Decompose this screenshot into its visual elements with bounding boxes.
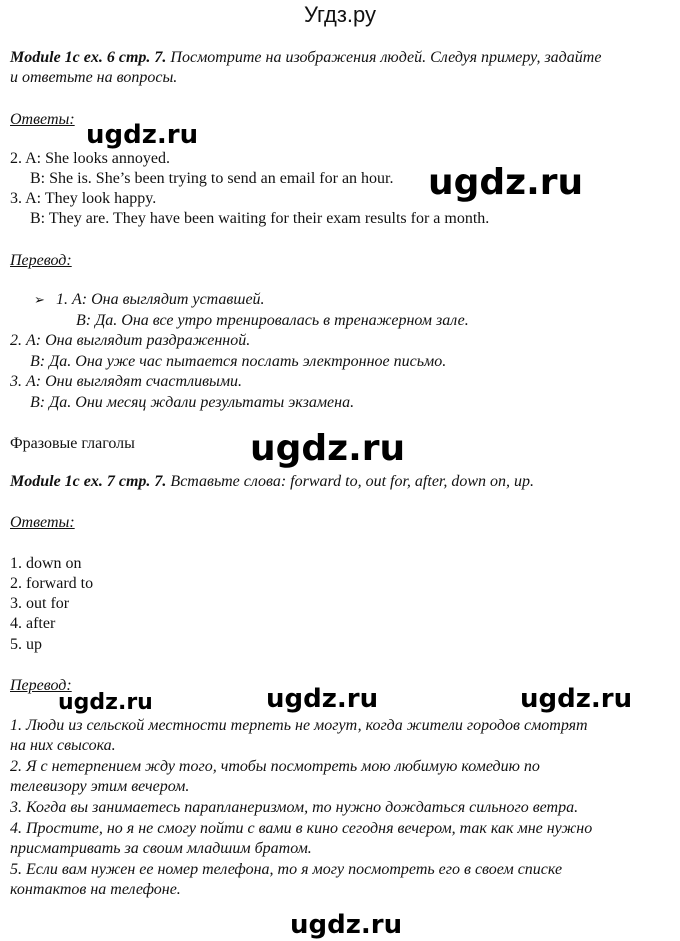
translation-line: 3. Когда вы занимаетесь парапланеризмом, то нужно дождаться сильного ветра. (10, 799, 579, 816)
translation-line: 5. Если вам нужен ее номер телефона, то я могу посмотреть его в своем списке (10, 861, 563, 878)
answer-line: 3. out for (10, 595, 70, 612)
translation-label-2: Перевод: (10, 677, 72, 694)
translation-line: на них свысока. (10, 737, 116, 754)
answer-line: 3. A: They look happy. (10, 190, 157, 207)
translation-label-1: Перевод: (10, 252, 72, 269)
watermark: ugdz.ru (86, 120, 199, 150)
answer-line: B: She is. She’s been trying to send an email for an hour. (30, 170, 394, 187)
answer-line: 5. up (10, 636, 42, 653)
answers-label-2: Ответы: (10, 514, 75, 531)
watermark: ugdz.ru (520, 684, 633, 714)
exercise-heading-1-bold: Module 1c ex. 6 стр. 7. (10, 49, 167, 66)
answer-line: 1. down on (10, 555, 82, 572)
answer-line: 2. A: She looks annoyed. (10, 150, 170, 167)
bullet-arrow-icon: ➢ (34, 292, 45, 307)
translation-line: В: Да. Они месяц ждали результаты экзамена. (30, 394, 355, 411)
translation-line: телевизору этим вечером. (10, 778, 190, 795)
phrasal-verbs-label: Фразовые глаголы (10, 435, 135, 452)
answer-line: 2. forward to (10, 575, 94, 592)
exercise-heading-1 (10, 48, 601, 68)
exercise-heading-2-text: Вставьте слова: forward to, out for, after, down on, up. (166, 473, 535, 490)
translation-line: 3. А: Они выглядят счастливыми. (10, 373, 243, 390)
exercise-heading-1-line2: и ответьте на вопросы. (10, 69, 178, 86)
answer-line: 4. after (10, 615, 56, 632)
exercise-heading-2 (10, 472, 534, 492)
watermark: ugdz.ru (428, 162, 584, 203)
answers-label-1: Ответы: (10, 111, 75, 128)
answer-line: B: They are. They have been waiting for their exam results for a month. (30, 210, 490, 227)
translation-line: 2. А: Она выглядит раздраженной. (10, 332, 251, 349)
translation-line: 2. Я с нетерпением жду того, чтобы посмотреть мою любимую комедию по (10, 758, 540, 775)
site-title: Угдз.ру (303, 2, 377, 27)
watermark: ugdz.ru (58, 690, 153, 715)
translation-line: 1. Люди из сельской местности терпеть не могут, когда жители городов смотрят (10, 717, 588, 734)
translation-line: 4. Простите, но я не смогу пойти с вами в кино сегодня вечером, так как мне нужно (10, 820, 593, 837)
watermark: ugdz.ru (266, 684, 379, 714)
translation-line: В: Да. Она уже час пытается послать электронное письмо. (30, 353, 447, 370)
exercise-heading-2-bold: Module 1c ex. 7 стр. 7. (10, 473, 167, 490)
exercise-heading-1-text: Посмотрите на изображения людей. Следуя примеру, задайте (166, 49, 602, 66)
translation-line: контактов на телефоне. (10, 881, 181, 898)
watermark: ugdz.ru (290, 910, 403, 940)
translation-line: присматривать за своим младшим братом. (10, 840, 312, 857)
translation-line: 1. А: Она выглядит уставшей. (56, 291, 265, 308)
translation-line: В: Да. Она все утро тренировалась в тренажерном зале. (76, 312, 469, 329)
watermark: ugdz.ru (250, 428, 406, 469)
